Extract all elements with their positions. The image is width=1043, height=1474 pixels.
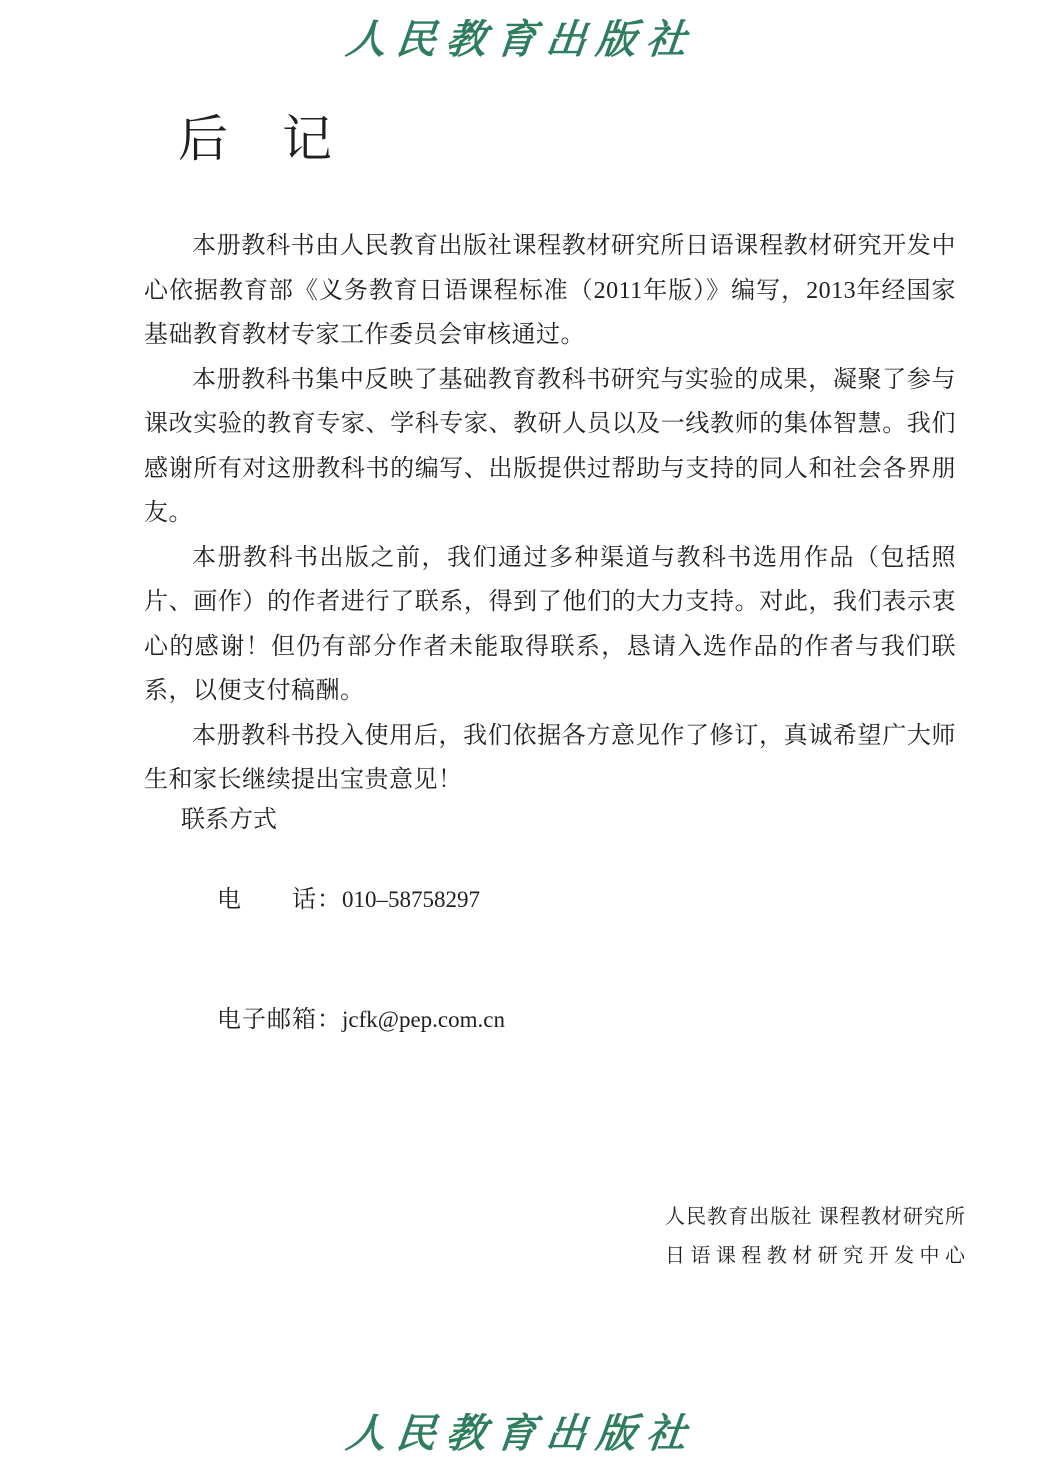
afterword-paragraph-3: 本册教科书出版之前，我们通过多种渠道与教科书选用作品（包括照片、画作）的作者进行了联系，得到了他们的大力支持。对此，我们表示衷心的感谢！但仍有部分作者未能取得联系，恳请入选作品的作者与我们联系，以便支付稿酬。 bbox=[144, 544, 956, 704]
contact-heading: 联系方式 bbox=[181, 807, 277, 833]
afterword-paragraph-1: 本册教科书由人民教育出版社课程教材研究所日语课程教材研究开发中心依据教育部《义务教育日语课程标准（2011年版）》编写，2013年经国家基础教育教材专家工作委员会审核通过。 bbox=[144, 233, 956, 348]
phone-label: 电 话： bbox=[217, 887, 342, 913]
contact-section bbox=[181, 800, 505, 1080]
signature-block bbox=[665, 1198, 965, 1276]
publisher-logo-bottom: 人民教育出版社 bbox=[343, 1411, 699, 1456]
contact-phone-row bbox=[181, 840, 505, 960]
email-address: jcfk@pep.com.cn bbox=[342, 1007, 505, 1032]
signature-line-1: 人民教育出版社 课程教材研究所 bbox=[665, 1206, 965, 1228]
phone-number: 010–58758297 bbox=[342, 887, 480, 912]
email-label: 电子邮箱： bbox=[217, 1007, 342, 1033]
afterword-paragraph-4: 本册教科书投入使用后，我们依据各方意见作了修订，真诚希望广大师生和家长继续提出宝贵意见！ bbox=[144, 722, 956, 793]
publisher-logo-top: 人民教育出版社 bbox=[343, 17, 699, 62]
afterword-body bbox=[144, 224, 956, 803]
signature-line-2: 日语课程教材研究开发中心 bbox=[665, 1245, 965, 1267]
contact-email-row bbox=[181, 960, 505, 1080]
afterword-paragraph-2: 本册教科书集中反映了基础教育教科书研究与实验的成果，凝聚了参与课改实验的教育专家、学科专家、教研人员以及一线教师的集体智慧。我们感谢所有对这册教科书的编写、出版提供过帮助与支持的同人和社会各界朋友。 bbox=[144, 366, 956, 526]
page-title: 后 记 bbox=[178, 111, 334, 167]
